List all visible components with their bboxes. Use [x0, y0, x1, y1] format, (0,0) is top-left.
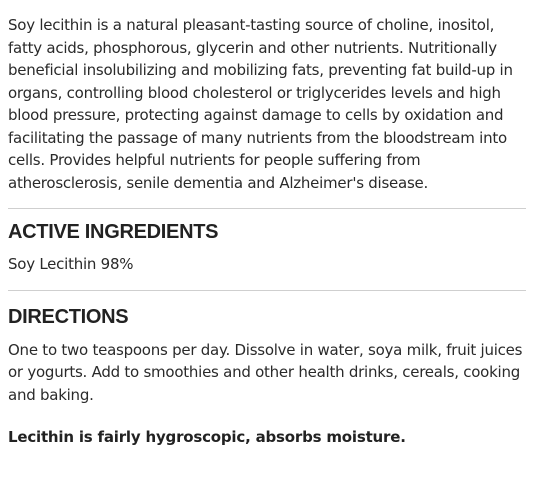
hygroscopic-note: Lecithin is fairly hygroscopic, absorbs moisture.: [8, 428, 406, 446]
product-details: [8, 14, 526, 449]
directions-heading: DIRECTIONS: [8, 305, 129, 328]
active-ingredients-value: Soy Lecithin 98%: [8, 255, 134, 273]
section-divider: [8, 208, 526, 209]
section-divider: [8, 290, 526, 291]
product-description: Soy lecithin is a natural pleasant-tasting source of choline, inositol, fatty acids, phosphorous, glycerin and other nutrients. Nutritionally beneficial insolubilizing and mobilizing fats, preventing fat build-up in organs, controlling blood cholesterol or triglycerides levels and high blood pressure, protecting against damage to cells by oxidation and facilitating the passage of many nutrients from the bloodstream into cells. Provides helpful nutrients for people suffering from atherosclerosis, senile dementia and Alzheimer's disease.: [8, 16, 513, 192]
active-ingredients-heading: ACTIVE INGREDIENTS: [8, 221, 219, 243]
directions-text: One to two teaspoons per day. Dissolve in water, soya milk, fruit juices or yogurts. Add to smoothies and other health drinks, cereals, cooking and baking.: [8, 340, 523, 404]
